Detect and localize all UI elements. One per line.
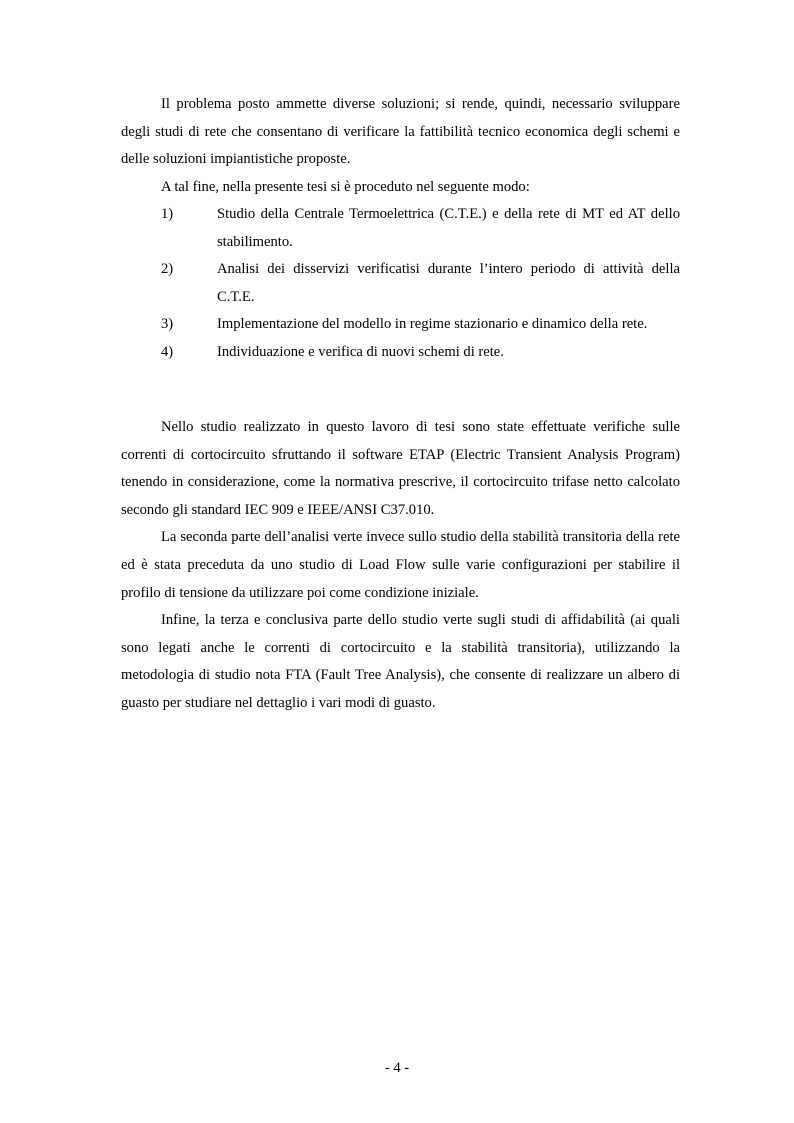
body-paragraph-stability: La seconda parte dell’analisi verte invece sullo studio della stabilità transitoria della rete ed è stata preceduta da uno studio di Load Flow sulle varie configurazioni per stabilire il profilo di tensione da utilizzare poi come condizione iniziale. [121,529,680,601]
body-paragraph-reliability: Infine, la terza e conclusiva parte dello studio verte sugli studi di affidabilità (ai quali sono legati anche le correnti di cortocircuito e la stabilità transitoria), utilizzando la metodologia di studio nota FTA (Fault Tree Analysis), che consente di realizzare un albero di guasto per studiare nel dettaglio i vari modi di guasto. [121,612,680,711]
list-item-number: 1) [161,206,174,222]
list-item-number: 3) [161,316,174,333]
list-item [121,201,680,256]
list-item [121,339,680,367]
body-section [121,414,680,718]
list-item-text: Studio della Centrale Termoelettrica (C.T.E.) e della rete di MT ed AT dello stabilimento. [217,206,680,250]
list-item-number: 2) [161,261,174,278]
method-steps-list [121,201,680,367]
list-item-text: Analisi dei disservizi verificatisi durante l’intero periodo di attività della C.T.E. [217,261,680,305]
list-item [121,311,680,339]
list-item-text: Individuazione e verifica di nuovi schemi di rete. [217,343,504,360]
intro-section [121,91,680,201]
list-item-number: 4) [161,343,174,360]
list-lead-in-paragraph: A tal fine, nella presente tesi si è proceduto nel seguente modo: [161,178,530,195]
intro-paragraph: Il problema posto ammette diverse soluzioni; si rende, quindi, necessario sviluppare degli studi di rete che consentano di verificare la fattibilità tecnico economica degli schemi e delle soluzioni impiantistiche proposte. [121,96,680,168]
body-paragraph-short-circuit: Nello studio realizzato in questo lavoro di tesi sono state effettuate verifiche sulle correnti di cortocircuito sfruttando il software ETAP (Electric Transient Analysis Program) tenendo in considerazione, come la normativa prescrive, il cortocircuito trifase netto calcolato secondo gli standard IEC 909 e IEEE/ANSI C37.010. [121,419,680,518]
list-item [121,256,680,311]
list-item-text: Implementazione del modello in regime stazionario e dinamico della rete. [217,316,648,333]
page-number: - 4 - [384,1060,410,1076]
